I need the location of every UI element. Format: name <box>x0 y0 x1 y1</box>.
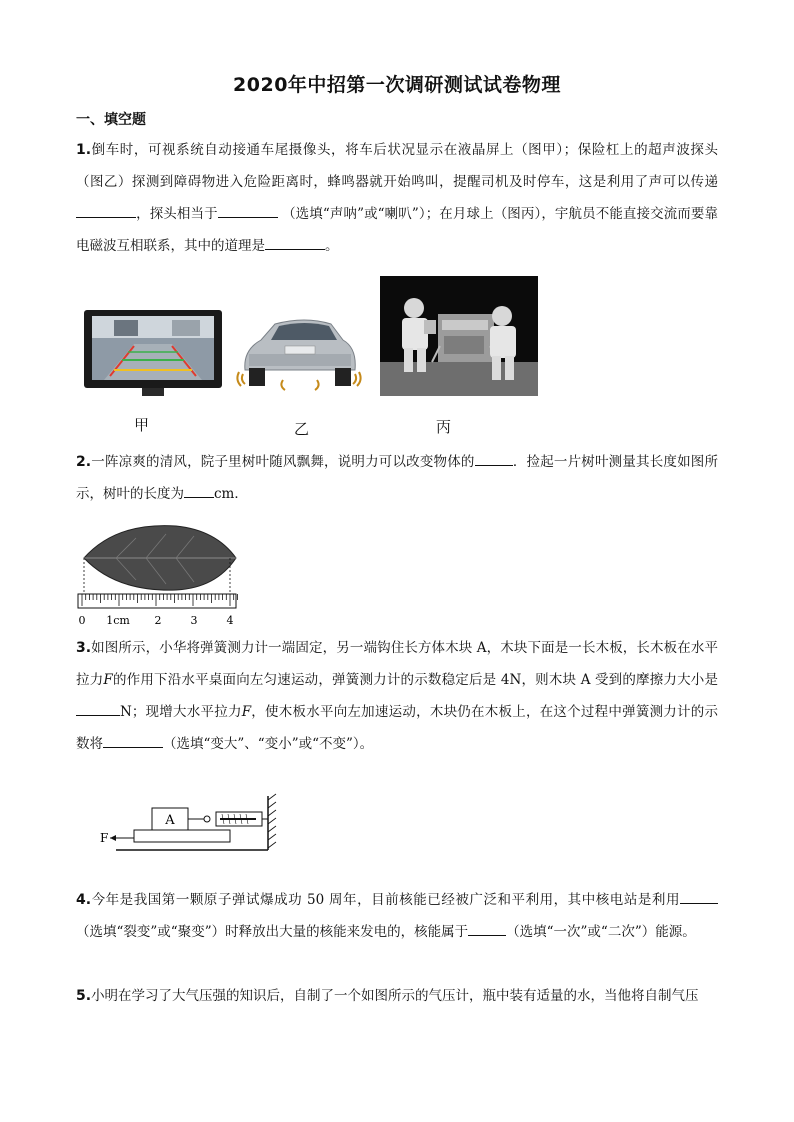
question-number: 2. <box>76 454 92 470</box>
moon-astronauts-figure <box>380 276 538 396</box>
force-label: F <box>100 831 109 845</box>
answer-blank[interactable] <box>468 921 506 936</box>
leaf-ruler-figure <box>76 518 246 630</box>
answer-blank[interactable] <box>680 889 718 904</box>
answer-blank[interactable] <box>76 203 136 218</box>
ruler-label: 0 <box>78 614 86 627</box>
answer-blank[interactable] <box>475 451 513 466</box>
question-5: 5.小明在学习了大气压强的知识后，自制了一个如图所示的气压计，瓶中装有适量的水，当他将自制气压 <box>76 988 699 1004</box>
question-number: 4. <box>76 892 92 908</box>
figure-caption: 甲 <box>134 416 150 434</box>
block-label: A <box>165 813 175 828</box>
question-3: 3.如图所示，小华将弹簧测力计一端固定，另一端钩住长方体木块 A，木块下面是一长木板，长木板在水平拉力F的作用下沿水平桌面向左匀速运动，弹簧测力计的示数稳定后是 4N，则木块 A 受到的摩擦力大小是N；现增大水平拉力F，使木板水平向左加速运动，木块仍在木板上，在这个过程中弹簧测力计的示数将 （选填“变大”、“变小”或“不变”）。 <box>76 640 719 752</box>
question-2: 2.一阵凉爽的清风，院子里树叶随风飘舞，说明力可以改变物体的 ．捡起一片树叶测量其长度如图所示，树叶的长度为 cm． <box>76 446 718 510</box>
ruler-label: 1cm <box>106 614 130 627</box>
ruler-label: 2 <box>154 614 162 627</box>
answer-blank[interactable] <box>184 483 214 498</box>
answer-blank[interactable] <box>103 733 163 748</box>
answer-blank[interactable] <box>265 235 325 250</box>
ruler-label: 3 <box>190 614 198 627</box>
ruler-label: 4 <box>226 614 234 627</box>
page-title: 2020年中招第一次调研测试试卷物理 <box>233 74 561 96</box>
figure-caption: 丙 <box>436 418 452 436</box>
question-4: 4.今年是我国第一颗原子弹试爆成功 50 周年，目前核能已经被广泛和平利用，其中核电站是利用（选填“裂变”或“聚变”）时释放出大量的核能来发电的，核能属于 （选填“一次”或“二次”）能源。 <box>76 884 718 948</box>
answer-blank[interactable] <box>76 701 120 716</box>
question-1: 1.倒车时，可视系统自动接通车尾摄像头，将车后状况显示在液晶屏上（图甲）；保险杠上的超声波探头（图乙）探测到障碍物进入危险距离时，蜂鸣器就开始鸣叫，提醒司机及时停车，这是利用了声可以传递，探头相当于 （选填“声呐”或“喇叭”）；在月球上（图丙），宇航员不能直接交流而要靠电磁波互相联系，其中的道理是 。 <box>76 142 718 254</box>
question-number: 1. <box>76 142 92 158</box>
figure-caption: 乙 <box>294 420 310 438</box>
spring-scale-figure <box>96 792 280 854</box>
car-sensor-figure <box>235 310 365 394</box>
question-number: 3. <box>76 640 92 656</box>
question-number: 5. <box>76 988 92 1004</box>
section-heading: 一、填空题 <box>76 112 146 128</box>
answer-blank[interactable] <box>218 203 278 218</box>
lcd-monitor-figure <box>84 310 222 398</box>
